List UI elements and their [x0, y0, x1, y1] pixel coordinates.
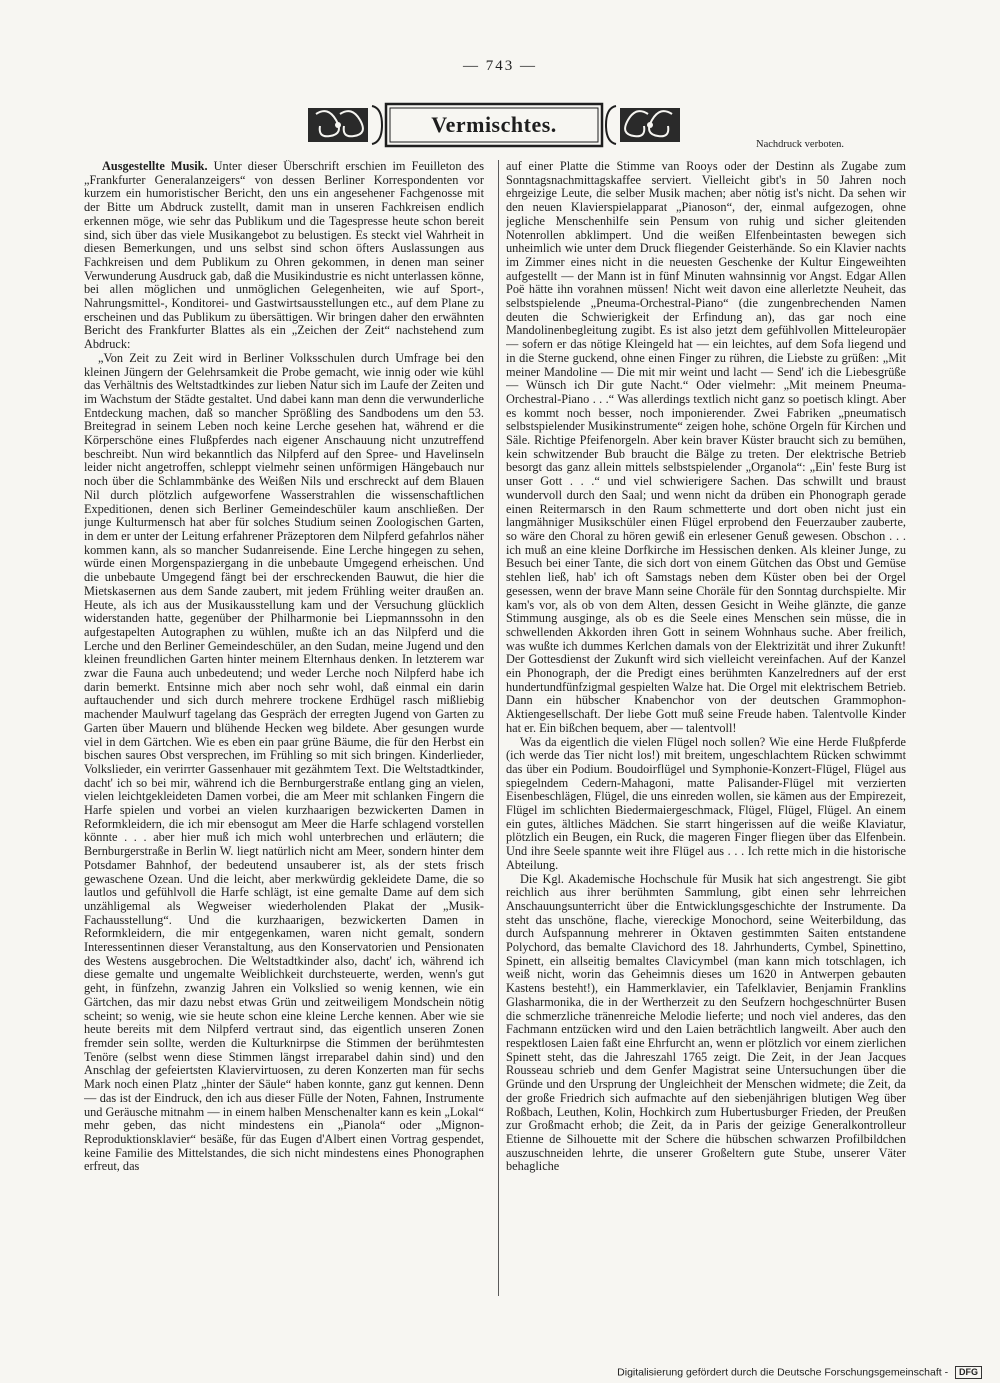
- article-paragraph: „Von Zeit zu Zeit wird in Berliner Volksschulen durch Umfrage bei den kleinen Jüngern der Gelehrsamkeit die Probe gemacht, wie innig oder wie kühl das Verhältnis des Weltstadtkindes zur lieben Natur sich im Laufe der Zeiten und im Wachstum der Städte gestaltet. Und dabei kann man denn die verwunderliche Entdeckung machen, daß so mancher Sprößling des Sandbodens um den 53. Breitegrad in seinem Leben noch keine Lerche gesehen hat, während er die Körperschöne eines Flußpferdes nach eigener Anschauung nicht unzutreffend beschreibt. Nun wird bekanntlich das Nilpferd auf den Spree- und Havelinseln leider nicht angetroffen, schleppt vielmehr seinen unförmigen Hängebauch nur noch über die Schlammbänke des Weißen Nils und erschreckt auf dem Blauen Nil durch plötzlich aufgeworfene Wasserstrahlen die wissenschaftlichen Expeditionen, denen sich Berliner Gemeindeschüler kaum anschließen. Der junge Kulturmensch hat aber für solches Studium seinen Zoologischen Garten, in dem er unter der Leitung erfahrener Präzeptoren dem Nilpferd gefahrlos näher kommen kann, als so mancher Sudanreisende. Eine Lerche hingegen zu sehen, würde einen Morgenspaziergang in die unbebaute Umgegend erheischen. Und die unbebaute Umgegend fängt bei der erschreckenden Bauwut, die hier die Mietskasernen aus dem Sande zaubert, mit jedem Frühling weiter draußen an. Heute, als ich aus der Musikausstellung kam und der Versuchung glücklich widerstanden hatte, gegenüber der Philharmonie bei Liepmannssohn in den aufgestapelten Autographen zu wühlen, mußte ich an das Nilpferd und die Lerche und den Berliner Gemeindeschüler, an den Sudan, meine Jugend und den kleinen freundlichen Garten hinter meinem Elternhaus denken. In letzterem war zwar die Fauna auch unbedeutend; und weder Lerche noch Nilpferd habe ich darin bemerkt. Entsinne mich aber noch sehr wohl, daß einmal ein darin auftauchender und sich durch mehrere trockene Erdhügel rasch mißliebig machender Maulwurf tagelang das Gespräch der erregten Jugend von Garten zu Garten über Mauern und blühende Hecken weg bildete. Aber gesungen wurde viel in dem Gärtchen. Wie es eben ein paar grüne Bäume, die für den Herbst ein bischen saures Obst versprechen, im Frühling so mit sich bringen. Kinderlieder, Volkslieder, ein verirrter Gassenhauer mit gezähmtem Text. Die Weltstadtkinder, dacht' ich so bei mir, während ich die Bernburgerstraße entlang ging an vielen, vielen leichtgekleideten Damen vorbei, die am Meer mit schlanken Fingern die Harfe spielen und vorbei an vielen kurzhaarigen bezwickerten Damen in Reformkleidern, die ich mir ebensogut am Meer die Harfe schlagend vorstellen könnte . . . aber hier muß ich mich wohl unterbrechen und erläutern; die Bernburgerstraße in Berlin W. liegt natürlich nicht am Meer, sondern hinter dem Potsdamer Bahnhof, der bedeutend unsauberer ist, als der stets frisch gewaschene Ozean. Und die leicht, aber merkwürdig gekleidete Dame, die so lautlos und gefühlvoll die Harfe schlägt, ist eine gemalte Dame auf dem sich unzähligemal als Wegweiser wiederholenden Plakat der „Musik-Fachausstellung“. Und die kurzhaarigen, bezwickerten Damen in Reformkleidern, die mir entgegenkamen, waren nicht gemalt, sondern Interessentinnen dieser Veranstaltung, aus den Konservatorien und Pensionaten des Westens ausgebrochen. Die Weltstadtkinder also, dacht' ich, während ich diese gemalte und ungemalte Weiblichkeit durchsteuerte, werden, wenn's gut geht, in fünfzehn, zwanzig Jahren ein Volkslied so wenig kennen, wie ein Gärtchen, das mir dazu nebst etwas Grün und zeitweiligem Mondschein nötig scheint; so wenig, wie sie heute schon eine kleine Lerche kennen. Aber wie sie heute bereits mit dem Nilpferd vertraut sind, das eigentlich unseren Zonen fremder sein sollte, werden die Kulturknirpse die Stimmen der berühmtesten Tenöre (selbst wenn diese Stimmen längst irreparabel dahin sind) und den Anschlag der gefeiertsten Klaviervirtuosen, zu deren Konzerten man für sechs Mark noch einen Platz „hinter der Säule“ haben konnte, ganz gut kennen. Denn — das ist der Eindruck, den ich aus dieser Fülle der Noten, Fahnen, Instrumente und Geräusche mitnahm — in einem halben Menschenalter kann es kein „Lokal“ mehr geben, das nicht mindestens ein „Pianola“ oder „Mignon-Reproduktionsklavier“ besäße, für das Eugen d'Albert einen Vortrag gespendet, keine Familie des Mittelstandes, die sich nicht mindestens eines Phonographen erfreut, das: [84, 350, 484, 1174]
- section-title: Vermischtes.: [431, 112, 557, 137]
- footer-text: Digitalisierung gefördert durch die Deutsche Forschungsgemeinschaft -: [617, 1366, 949, 1379]
- article-paragraph: [84, 160, 484, 352]
- paragraph-text: Unter dieser Überschrift erschien im Feuilleton des „Frankfurter Generalanzeigers“ von dessen Berliner Korrespondenten vor kurzem ein humoristischer Bericht, den uns ein angesehener Fachgenosse mit der Bitte um Abdruck zustellt, damit man in unseren Fachkreisen endlich erkennen möge, wie sehr das Publikum und die Tagespresse heute schon bereit sind, sich über das viele Musikangebot zu belustigen. Es steckt viel Wahrheit in diesen Bemerkungen, und uns selbst sind schon öfters Auslassungen aus Fachkreisen und dem Publikum zu Ohren gekommen, in denen man seiner Verwunderung Ausdruck gab, daß die Musikindustrie es nicht unterlassen könne, bei allen möglichen und unmöglichen Gelegenheiten, wie auf Sport-, Nahrungsmittel-, Konditorei- und Gastwirtsausstellungen etc., auf dem Plane zu erscheinen und das Publikum zu übersättigen. Wir bringen daher den erwähnten Bericht des Frankfurter Blattes als ein „Zeichen der Zeit“ nachstehend zum Abdruck:: [84, 160, 484, 352]
- section-header-banner: [306, 100, 682, 152]
- left-ornament-icon: [308, 106, 382, 144]
- footer-credit: [617, 1366, 982, 1379]
- page-number: — 743 —: [463, 58, 537, 74]
- article-paragraph: Die Kgl. Akademische Hochschule für Musik hat sich angestrengt. Sie gibt reichlich aus ihrer berühmten Sammlung, gibt einen sehr lehrreichen Anschauungsunterricht über die Entwicklungsgeschichte der Instrumente. Da steht das unschöne, flache, viereckige Monochord, seine Weiterbildung, das durch Aufspannung mehrerer in Oktaven gestimmten Saiten entstandene Polychord, das bemalte Clavichord des 18. Jahrhunderts, Cymbel, Spinettino, Spinett, ein allseitig bemaltes Clavicymbel (man kann mich totschlagen, ich weiß nicht, worin das Geheimnis dieses um 1620 in Antwerpen gebauten Kastens besteht!), ein Hammerklavier, ein Tafelklavier, Benjamin Franklins Glasharmonika, die in der Wertherzeit zu den Seufzern hochgeschnürter Busen die schmerzliche tränenreiche Melodie lieferte; und noch viel anderes, das den Fachmann entzücken wird und den Laien beträchtlich langweilt. Aber auch den respektlosen Laien faßt eine Ehrfurcht an, wenn er plötzlich vor einem zierlichen Spinett steht, das die Jahreszahl 1765 zeigt. Die Zeit, in der Jean Jacques Rousseau schrieb und dem Genfer Magistrat seine Untersuchungen über die Gründe und den Ursprung der Ungleichheit der Menschen widmete; die Zeit, da der große Friedrich sich aufmachte auf den siebenjährigen blutigen Weg über Roßbach, Leuthen, Kolin, Hochkirch zum Hubertusburger Frieden, der Preußen zur Großmacht erhob; die Zeit, da in Paris der geizige Generalkontrolleur Etienne de Silhouette mit der Schere die hübschen schwarzen Profilbildchen auszuschneiden lehrte, die unserer Großeltern gute Stube, unserer Väter behagliche: [506, 871, 906, 1174]
- column-divider: [498, 160, 499, 1296]
- right-column: [506, 160, 906, 1296]
- article-headline: Ausgestellte Musik.: [102, 160, 208, 173]
- reprint-note: Nachdruck verboten.: [756, 139, 845, 150]
- article-paragraph: Was da eigentlich die vielen Flügel noch sollen? Wie eine Herde Flußpferde (ich werde das Tier nicht los!) mit breitem, ungeschlachtem Rücken schwimmt das über ein Podium. Boudoirflügel und Symphonie-Konzert-Flügel, Flügel aus spiegelndem Cedern-Mahagoni, matte Palisander-Flügel mit verzierten Eisenbeschlägen, Flügel, die uns einreden wollen, sie kämen aus der Empirezeit, Flügel im schlichten Biedermaiergeschmack, Flügel, Flügel, Flügel. An einem ein gutes, ältliches Mädchen. Sie starrt hingerissen auf die weiße Klaviatur, plötzlich ein Beugen, ein Ruck, die mageren Finger fliegen über das Elfenbein. Und ihre Seele spannte weit ihre Flügel aus . . . Ich rette mich in die historische Abteilung.: [506, 734, 906, 872]
- left-column: [84, 160, 484, 1296]
- right-ornament-icon: [606, 106, 680, 144]
- article-paragraph: auf einer Platte die Stimme van Rooys oder der Destinn als Zugabe zum Sonntagsnachmittagskaffee serviert. Vielleicht gibt's in 50 Jahren noch ehrgeizige Leute, die selber Musik machen; aber nötig ist's nicht. Da sehen wir den neuen Klavierspielapparat „Pianoson“, der, einmal aufgezogen, ohne jegliche Menschenhilfe sein Pensum von ruhig und sicher gleitenden Notenrollen abklimpert. Und die weißen Elfenbeintasten bewegen sich unheimlich wie unter dem Druck fliegender Geisterhände. So ein Klavier nachts im Zimmer eines nicht in die neuesten Geschenke der Kultur Eingeweihten aufgestellt — der Mann ist in fünf Minuten wahnsinnig vor Angst. Edgar Allen Poë hätte ihn vorahnen müssen! Nicht weit davon eine allerletzte Neuheit, das selbstspielende „Pneuma-Orchestral-Piano“ (die zungenbrechenden Namen deuten die Schwierigkeit der Erfindung an), das gar noch eine Mandolinenbegleitung zugibt. Es ist also jetzt dem gefühlvollen Mitteleuropäer — sofern er das nötige Kleingeld hat — ein leichtes, auf dem Sofa liegend und in die Sterne guckend, ohne einen Finger zu rühren, die Liebste zu grüßen: „Mit meiner Mandoline — Die mit mir weint und lacht — Send' ich die Liebesgrüße — Wünsch ich Dir gute Nacht.“ Oder vielmehr: „Mit meinem Pneuma-Orchestral-Piano . . .“ Was allerdings textlich nicht ganz so poetisch klingt. Aber es kommt noch besser, noch imponierender. Zwei Fabriken „pneumatisch selbstspielender Musikinstrumente“ zeigen hohe, schöne Orgeln für Kirchen und Säle. Richtige Pfeifenorgeln. Aber kein braver Küster braucht sich zu bemühen, kein schwitzender Bub braucht die Bälge zu treten. Der elektrische Betrieb besorgt das ganz allein mittels selbstspielender „Organola“: „Ein' feste Burg ist unser Gott . . .“ und viel schwierigere Sachen. Das schwillt und braust wundervoll durch den Saal; und wenn nicht da drüben ein Phonograph gerade einen Reitermarsch in den Raum schmetterte und dort oben nicht just ein langmähniger Musikschüler einen Flügel erprobend den Feuerzauber zauberte, so wäre den Choral zu hören gewiß ein erlesener Genuß gewesen. Obschon . . . ich muß an eine kleine Dorfkirche im Hessischen denken. Als kleiner Junge, zu Besuch bei einer Tante, die sich dort von einem Gütchen das Obst und Gemüse stehlen ließ, hab' ich oft Samstags neben dem Küster oben bei der Orgel gesessen, wenn der brave Mann seine Choräle für den Sonntag durchspielte. Mir kam's vor, als ob von dem Alten, dessen Gesicht in Weihe glänzte, die ganze Stimmung ausginge, als ob es die Seele eines Menschen sein müsse, die in schwellenden Akkorden ihren Gott in seinem Wohnhaus suche. Aber freilich, was wußte ich dummes Kerlchen damals von der Elektrizität und ihrer Zukunft! Der Gottesdienst der Zukunft wird sich vielleicht vereinfachen. Auf der Kanzel ein Phonograph, der die Predigt eines berühmten Kanzelredners auf der erst hundertundfünfzigmal gespielten Walze hat. Die Orgel mit elektrischem Betrieb. Dann ein hübscher Knabenchor von der deutschen Grammophon-Aktiengesellschaft. Der liebe Gott muß seine Freude haben. Talentvolle Kinder hat er. Ein bißchen bequem, aber — talentvoll!: [506, 160, 906, 735]
- dfg-logo: DFG: [955, 1366, 982, 1379]
